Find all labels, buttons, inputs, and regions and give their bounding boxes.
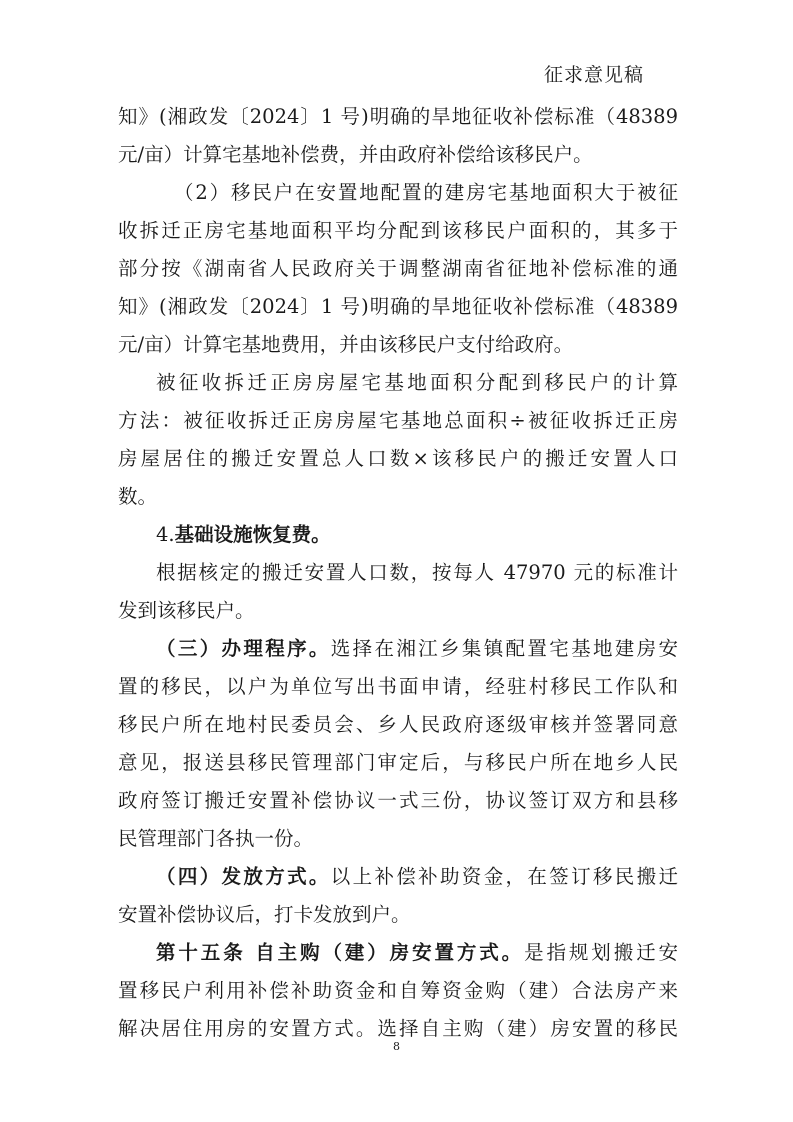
text-line xyxy=(118,706,678,744)
text-segment: 元/亩）计算宅基地费用，并由该移民户支付给政府。 xyxy=(118,333,574,356)
text-line xyxy=(118,402,678,440)
text-segment: 安置补偿协议后，打卡发放到户。 xyxy=(118,903,411,926)
bold-heading: （三）办理程序。 xyxy=(156,637,331,660)
text-segment: 发到该移民户。 xyxy=(118,599,255,622)
text-segment: 置的移民，以户为单位写出书面申请，经驻村移民工作队和 xyxy=(118,675,678,698)
text-line xyxy=(118,896,678,934)
text-segment: 部分按《湖南省人民政府关于调整湖南省征地补偿标准的通 xyxy=(118,257,678,280)
text-segment: 方法：被征收拆迁正房房屋宅基地总面积÷被征收拆迁正房 xyxy=(118,409,678,432)
text-segment: 知》(湘政发〔2024〕1 号)明确的旱地征收补偿标准（48389 xyxy=(118,295,678,318)
text-segment: 收拆迁正房宅基地面积平均分配到该移民户面积的，其多于 xyxy=(118,219,678,242)
bold-heading: 第十五条 自主购（建）房安置方式。 xyxy=(156,941,525,964)
page-number: 8 xyxy=(393,1040,400,1053)
text-line xyxy=(118,972,678,1010)
text-segment: 意见，报送县移民管理部门审定后，与移民户所在地乡人民 xyxy=(118,751,678,774)
text-segment: 解决居住用房的安置方式。选择自主购（建）房安置的移民 xyxy=(118,1017,678,1040)
text-segment: 移民户所在地村民委员会、乡人民政府逐级审核并签署同意 xyxy=(118,713,678,736)
text-line xyxy=(118,592,678,630)
text-line xyxy=(118,782,678,820)
text-line xyxy=(118,934,678,972)
text-line xyxy=(118,288,678,326)
text-line xyxy=(118,516,678,554)
text-line xyxy=(118,212,678,250)
text-segment: 房屋居住的搬迁安置总人口数×该移民户的搬迁安置人口 xyxy=(118,447,678,470)
text-line xyxy=(118,440,678,478)
text-line xyxy=(118,668,678,706)
text-segment: 置移民户利用补偿补助资金和自筹资金购（建）合法房产来 xyxy=(118,979,678,1002)
text-segment: 是指规划搬迁安 xyxy=(524,941,678,964)
text-segment: 数。 xyxy=(118,485,158,508)
text-segment: 4. xyxy=(156,523,175,546)
bold-heading: 基础设施恢复费。 xyxy=(174,523,331,546)
text-segment: 政府签订搬迁安置补偿协议一式三份，协议签订双方和县移 xyxy=(118,789,678,812)
text-segment: 民管理部门各执一份。 xyxy=(118,827,314,850)
text-line xyxy=(118,858,678,896)
text-line xyxy=(118,820,678,858)
text-segment: （2）移民户在安置地配置的建房宅基地面积大于被征 xyxy=(174,181,678,204)
text-line xyxy=(118,250,678,288)
text-segment: 根据核定的搬迁安置人口数，按每人 47970 元的标准计 xyxy=(156,561,678,584)
text-line xyxy=(118,744,678,782)
bold-heading: （四）发放方式。 xyxy=(156,865,331,888)
text-line xyxy=(118,364,678,402)
document-body xyxy=(118,98,678,1048)
text-line xyxy=(118,174,678,212)
text-segment: 以上补偿补助资金，在签订移民搬迁 xyxy=(330,865,678,888)
text-segment: 元/亩）计算宅基地补偿费，并由政府补偿给该移民户。 xyxy=(118,143,593,166)
text-line xyxy=(118,554,678,592)
text-line xyxy=(118,326,678,364)
text-line xyxy=(118,478,678,516)
text-segment: 被征收拆迁正房房屋宅基地面积分配到移民户的计算 xyxy=(156,371,678,394)
text-line xyxy=(118,136,678,174)
draft-header: 征求意见稿 xyxy=(543,64,644,86)
text-line xyxy=(118,630,678,668)
text-line xyxy=(118,98,678,136)
text-segment: 知》(湘政发〔2024〕1 号)明确的旱地征收补偿标准（48389 xyxy=(118,105,678,128)
text-segment: 选择在湘江乡集镇配置宅基地建房安 xyxy=(330,637,678,660)
